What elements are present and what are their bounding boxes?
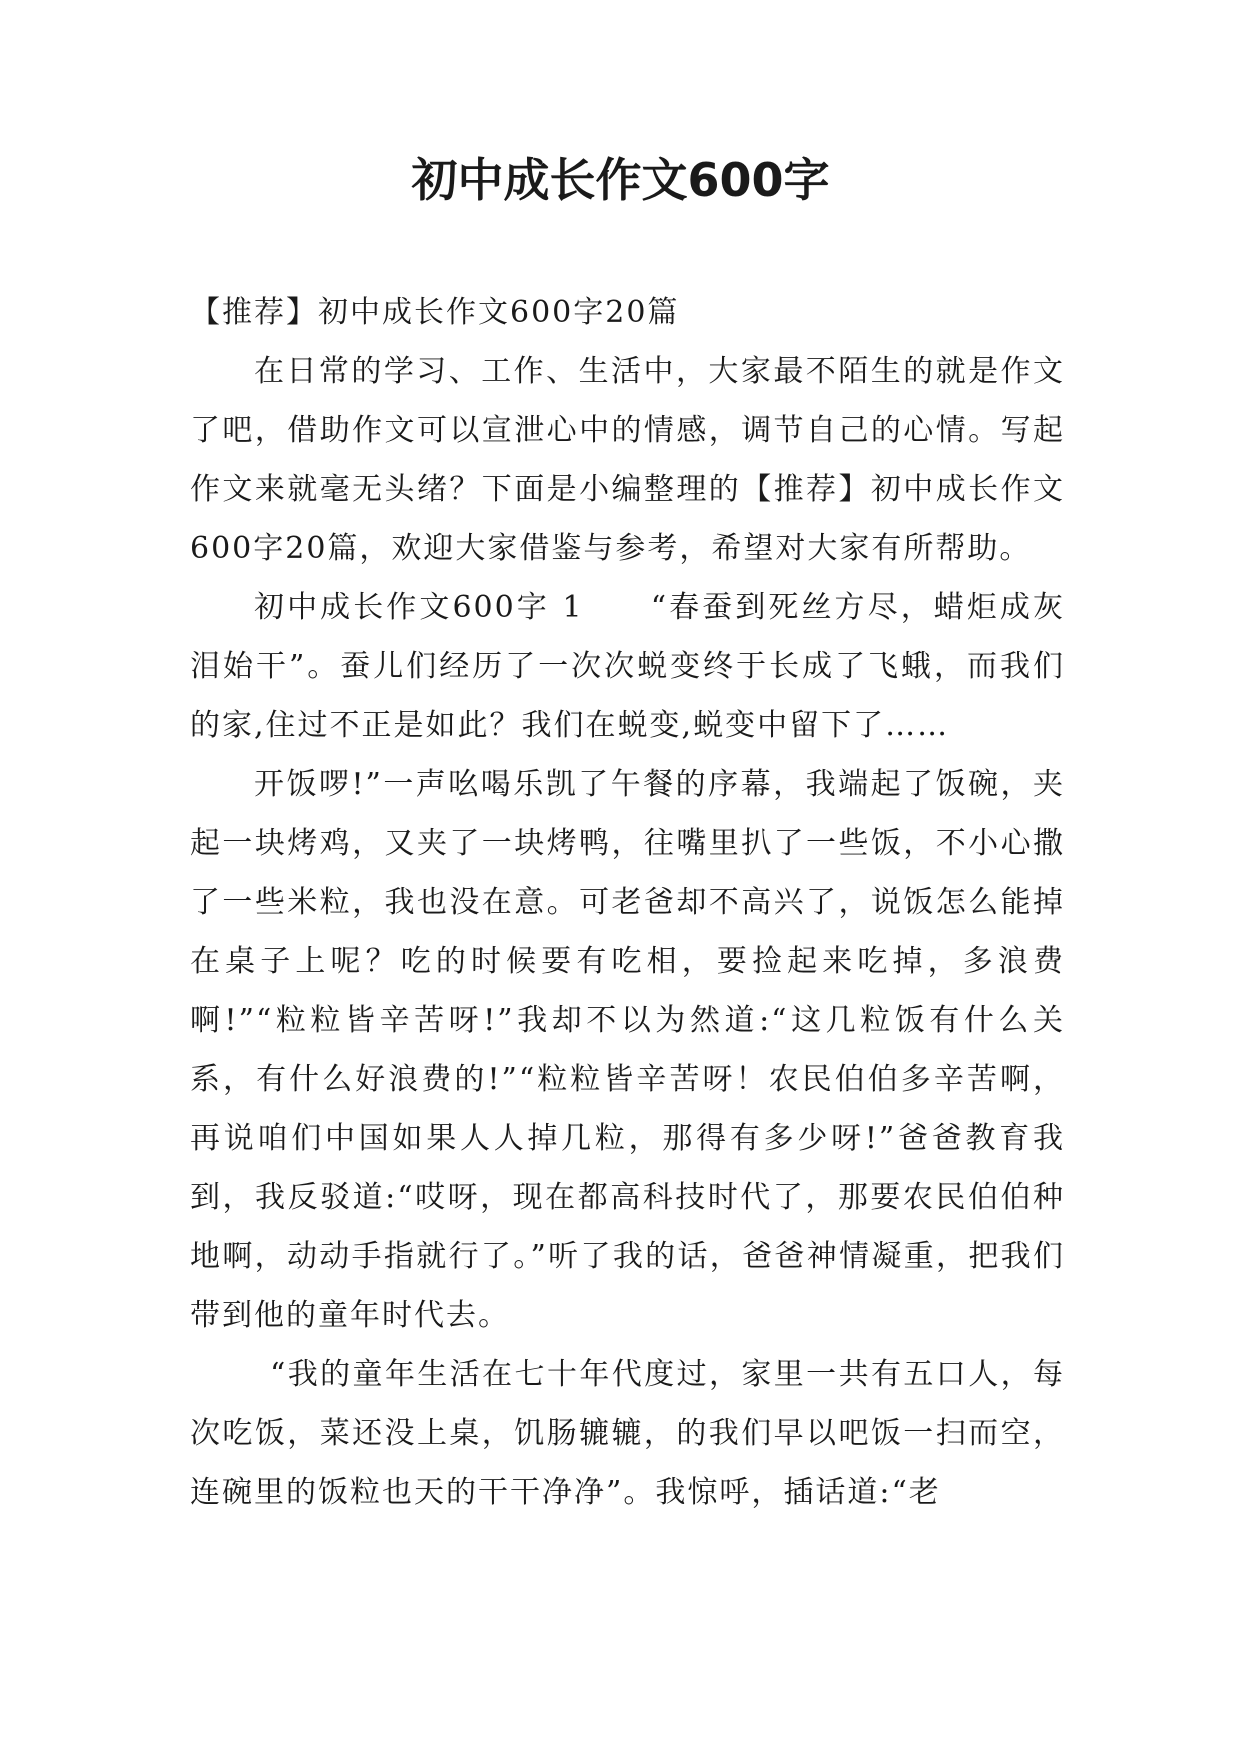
- essay-1-paragraph: 开饭啰!”一声吆喝乐凯了午餐的序幕，我端起了饭碗，夹起一块烤鸡，又夹了一块烤鸭，往嘴里扒了一些饭，不小心撒了一些米粒，我也没在意。可老爸却不高兴了，说饭怎么能掉在桌子上呢？吃的时候要有吃相，要捡起来吃掉，多浪费啊!”“粒粒皆辛苦呀!”我却不以为然道:“这几粒饭有什么关系，有什么好浪费的!”“粒粒皆辛苦呀！农民伯伯多辛苦啊，再说咱们中国如果人人掉几粒，那得有多少呀!”爸爸教育我到，我反驳道:“哎呀，现在都高科技时代了，那要农民伯伯种地啊，动动手指就行了。”听了我的话，爸爸神情凝重，把我们带到他的童年时代去。: [190, 767, 1065, 1333]
- essay-1-quote-paragraph: “我的童年生活在七十年代度过，家里一共有五口人，每次吃饭，菜还没上桌，饥肠辘辘，的我们早以吧饭一扫而空，连碗里的饭粒也天的干干净净”。我惊呼，插话道:“老: [190, 1357, 1065, 1510]
- intro-paragraph: 在日常的学习、工作、生活中，大家最不陌生的就是作文了吧，借助作文可以宣泄心中的情感，调节自己的心情。写起作文来就毫无头绪？下面是小编整理的【推荐】初中成长作文600字20篇，欢迎大家借鉴与参考，希望对大家有所帮助。: [190, 354, 1065, 566]
- essay-1-opening-paragraph: 初中成长作文600字 1 “春蚕到死丝方尽，蜡炬成灰泪始干”。蚕儿们经历了一次次蜕变终于长成了飞蛾，而我们的家,住过不正是如此？我们在蜕变,蜕变中留下了……: [190, 590, 1065, 743]
- intro-heading-line: 【推荐】初中成长作文600字20篇: [190, 295, 680, 330]
- document-body: [190, 283, 1065, 1522]
- document-title: 初中成长作文600字: [411, 153, 830, 207]
